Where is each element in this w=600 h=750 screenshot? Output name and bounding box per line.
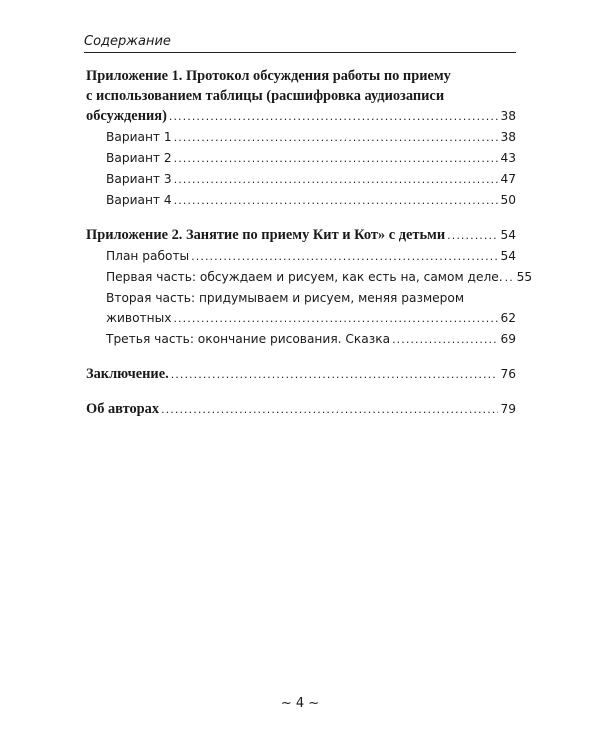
toc-entry-variant-2[interactable] [86, 148, 516, 169]
running-header [84, 34, 516, 53]
page-number: 50 [500, 193, 516, 207]
dot-leader [174, 127, 499, 148]
toc-entry-label: Вариант 3 [106, 172, 172, 186]
toc-entry-appendix-1[interactable] [86, 66, 516, 127]
toc-entry-label-line: Вторая часть: придумываем и рисуем, меняя размером [106, 291, 465, 305]
dot-leader [173, 308, 498, 329]
page-number: 54 [500, 228, 516, 242]
dot-leader [191, 246, 498, 267]
page-number: 79 [500, 402, 516, 416]
dot-leader [392, 329, 498, 350]
page-number: 47 [500, 172, 516, 186]
toc-entry-title-line: Приложение 1. Протокол обсуждения работы по приему [86, 68, 451, 84]
page-number: 76 [500, 367, 516, 381]
toc-entry-label: Третья часть: окончание рисования. Сказка [106, 332, 391, 346]
page-number: 62 [500, 311, 516, 325]
page-number: 38 [500, 109, 516, 123]
header-title: Содержание [84, 34, 171, 49]
toc-entry-title: Заключение. [86, 366, 169, 382]
table-of-contents [86, 66, 533, 420]
toc-entry-part-3[interactable] [86, 329, 516, 350]
dot-leader [447, 225, 498, 246]
toc-entry-title: Об авторах [86, 401, 160, 417]
toc-entry-part-2[interactable] [86, 288, 516, 329]
toc-entry-work-plan[interactable] [86, 246, 516, 267]
toc-entry-label-line: животных [106, 311, 172, 325]
page-number: 43 [500, 151, 516, 165]
toc-entry-part-1[interactable] [86, 267, 533, 288]
page-number: 69 [500, 332, 516, 346]
dot-leader [161, 399, 498, 420]
dot-leader [169, 106, 499, 127]
toc-entry-variant-3[interactable] [86, 169, 516, 190]
page-number: 38 [500, 130, 516, 144]
toc-entry-label: Первая часть: обсуждаем и рисуем, как есть на, самом деле. [106, 270, 503, 284]
toc-entry-title-line: с использованием таблицы (расшифровка аудиозаписи [86, 88, 445, 104]
toc-entry-title-line: обсуждения) [86, 108, 167, 124]
dot-leader [505, 267, 515, 288]
toc-entry-authors[interactable] [86, 399, 516, 420]
page-number: 54 [500, 249, 516, 263]
toc-entry-label: Вариант 1 [106, 130, 172, 144]
toc-entry-label: Вариант 4 [106, 193, 172, 207]
dot-leader [174, 169, 499, 190]
toc-entry-label: Вариант 2 [106, 151, 172, 165]
page-number: 55 [516, 270, 533, 284]
toc-entry-variant-1[interactable] [86, 127, 516, 148]
toc-entry-conclusion[interactable] [86, 364, 516, 385]
dot-leader [174, 190, 499, 211]
dot-leader [171, 364, 499, 385]
toc-entry-title: Приложение 2. Занятие по приему Кит и Кот» с детьми [86, 227, 446, 243]
footer-page-number: ~ 4 ~ [280, 696, 320, 711]
toc-entry-label: План работы [106, 249, 190, 263]
dot-leader [174, 148, 499, 169]
toc-entry-variant-4[interactable] [86, 190, 516, 211]
page-footer [0, 696, 600, 711]
toc-entry-appendix-2[interactable] [86, 225, 516, 246]
